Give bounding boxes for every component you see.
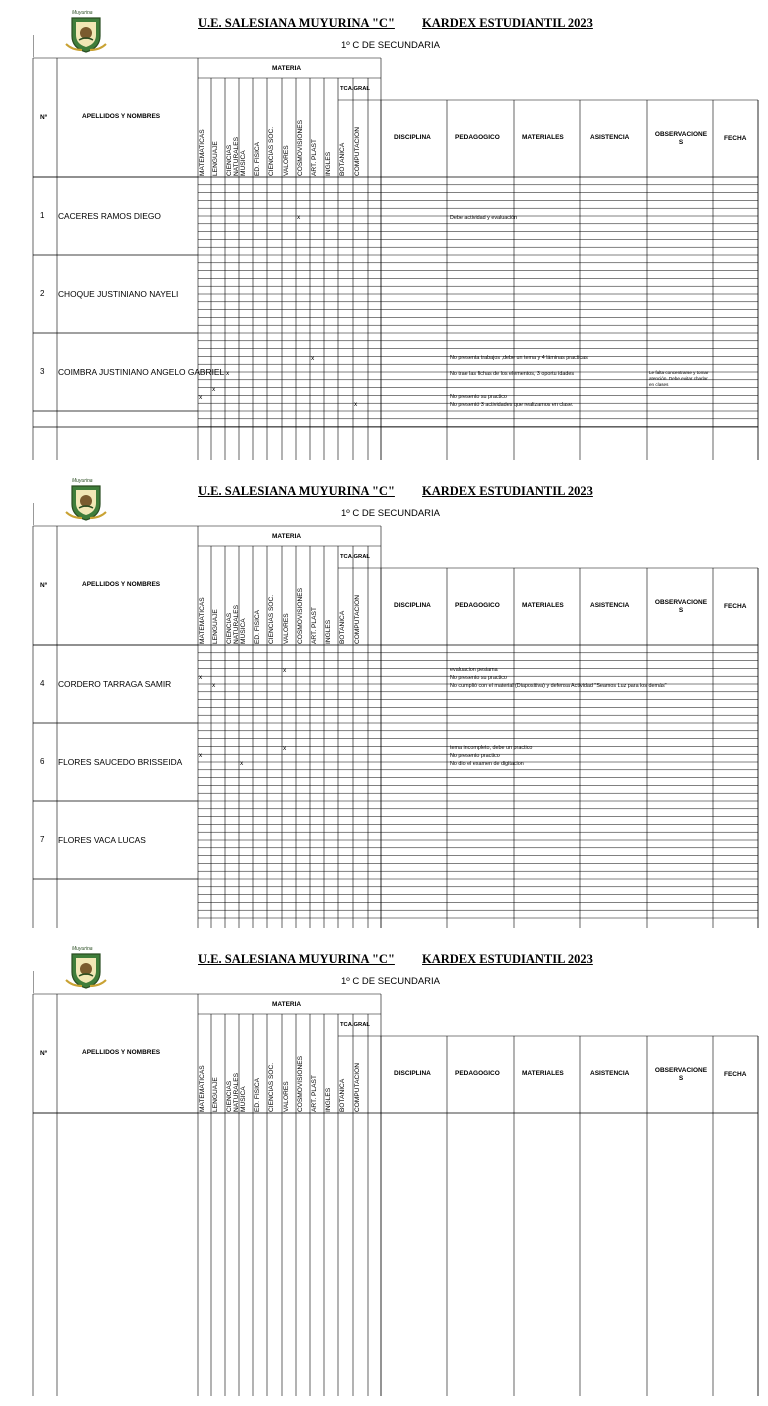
subject-header-10: BOTANICA bbox=[339, 1078, 346, 1112]
absence-mark: x bbox=[226, 370, 230, 378]
absence-mark: x bbox=[283, 666, 287, 674]
subject-header-7: COSMOVISIONES bbox=[297, 587, 304, 644]
subject-header-4: ED. FISICA bbox=[254, 609, 261, 644]
subject-header-11: COMPUTACION bbox=[354, 127, 361, 176]
subject-header-2: CIENCIAS NATURALES bbox=[226, 136, 240, 176]
kardex-grid bbox=[0, 0, 768, 470]
number-header: Nº bbox=[40, 582, 48, 589]
observaciones-header: OBSERVACIONE S bbox=[654, 1067, 708, 1082]
page-subtitle: 1º C DE SECUNDARIA bbox=[341, 976, 441, 987]
pedagogico-header: PEDAGOGICO bbox=[455, 602, 500, 609]
subject-header-0: MATEMATICAS bbox=[199, 1065, 206, 1112]
absence-mark: x bbox=[297, 214, 301, 222]
page-title-kardex: KARDEX ESTUDIANTIL 2023 bbox=[422, 952, 593, 966]
disciplina-header: DISCIPLINA bbox=[394, 1070, 431, 1077]
disciplina-header: DISCIPLINA bbox=[394, 602, 431, 609]
subject-header-3: MUSICA bbox=[240, 150, 247, 176]
materia-header: MATERIA bbox=[272, 533, 302, 540]
materia-header: MATERIA bbox=[272, 65, 302, 72]
materia-header: MATERIA bbox=[272, 1001, 302, 1008]
names-header: APELLIDOS Y NOMBRES bbox=[82, 581, 161, 588]
absence-mark: x bbox=[283, 744, 287, 752]
subject-header-8: ART. PLAST bbox=[311, 607, 318, 644]
student-number: 7 bbox=[40, 835, 45, 844]
subject-header-10: BOTANICA bbox=[339, 610, 346, 644]
student-number: 4 bbox=[40, 679, 45, 688]
pedagogic-observation: No presenta trabajos ,debe un tema y 4 láminas practicas bbox=[450, 355, 588, 361]
asistencia-header: ASISTENCIA bbox=[590, 1070, 630, 1077]
subject-header-11: COMPUTACION bbox=[354, 1063, 361, 1112]
pedagogic-observation: No presento su practico bbox=[450, 394, 507, 400]
page-subtitle: 1º C DE SECUNDARIA bbox=[341, 40, 441, 51]
student-number: 2 bbox=[40, 289, 45, 298]
fecha-header: FECHA bbox=[724, 135, 747, 142]
subject-header-8: ART. PLAST bbox=[311, 1075, 318, 1112]
tca-gral-header: TCA.GRAL bbox=[340, 1022, 370, 1028]
page-title-kardex: KARDEX ESTUDIANTIL 2023 bbox=[422, 16, 593, 30]
subject-header-9: INGLES bbox=[325, 619, 332, 644]
subject-header-0: MATEMATICAS bbox=[199, 597, 206, 644]
subject-header-11: COMPUTACION bbox=[354, 595, 361, 644]
subject-header-4: ED. FISICA bbox=[254, 141, 261, 176]
fecha-header: FECHA bbox=[724, 1071, 747, 1078]
subject-header-1: LENGUAJE bbox=[212, 141, 219, 176]
logo-text: Muyurina bbox=[72, 478, 93, 484]
absence-mark: x bbox=[354, 401, 358, 409]
observaciones-header: OBSERVACIONE S bbox=[654, 599, 708, 614]
subject-header-7: COSMOVISIONES bbox=[297, 1055, 304, 1112]
student-name: CACERES RAMOS DIEGO bbox=[58, 211, 161, 221]
materiales-header: MATERIALES bbox=[522, 134, 564, 141]
absence-mark: x bbox=[199, 674, 203, 682]
subject-header-5: CIENCIAS SOC. bbox=[268, 126, 275, 176]
pedagogic-observation: No cumplió con el material (Diapositiva) y defensa Actividad "Seamos Luz para los demás" bbox=[450, 682, 667, 689]
student-name: CORDERO TARRAGA SAMIR bbox=[58, 679, 172, 689]
kardex-page bbox=[0, 468, 768, 928]
student-name: CHOQUE JUSTINIANO NAYELI bbox=[58, 289, 179, 299]
absence-mark: x bbox=[199, 752, 203, 760]
observation-note: Le falta concentrarse y tomar atención. Debe evitar charlar en clases bbox=[649, 370, 709, 387]
subject-header-6: VALORES bbox=[283, 145, 290, 176]
student-name: FLORES SAUCEDO BRISSEIDA bbox=[58, 757, 183, 767]
logo-text: Muyurina bbox=[72, 10, 93, 16]
subject-header-0: MATEMATICAS bbox=[199, 129, 206, 176]
pedagogic-observation: No trae las fichas de los elementos, 3 oportu idades bbox=[450, 370, 575, 377]
tca-gral-header: TCA.GRAL bbox=[340, 86, 370, 92]
fecha-header: FECHA bbox=[724, 603, 747, 610]
subject-header-1: LENGUAJE bbox=[212, 609, 219, 644]
kardex-page bbox=[0, 0, 768, 460]
asistencia-header: ASISTENCIA bbox=[590, 602, 630, 609]
pedagogic-observation: No presento su practico bbox=[450, 674, 507, 681]
subject-header-8: ART. PLAST bbox=[311, 139, 318, 176]
absence-mark: x bbox=[212, 385, 216, 393]
student-number: 1 bbox=[40, 211, 45, 220]
materiales-header: MATERIALES bbox=[522, 1070, 564, 1077]
pedagogic-observation: tema incompleto, debe un practico bbox=[450, 745, 533, 751]
student-number: 3 bbox=[40, 367, 45, 376]
absence-mark: x bbox=[199, 393, 203, 401]
page-title-school: U.E. SALESIANA MUYURINA "C" bbox=[198, 484, 395, 498]
subject-header-2: CIENCIAS NATURALES bbox=[226, 604, 240, 644]
number-header: Nº bbox=[40, 114, 48, 121]
page-subtitle: 1º C DE SECUNDARIA bbox=[341, 508, 441, 519]
subject-header-10: BOTANICA bbox=[339, 142, 346, 176]
names-header: APELLIDOS Y NOMBRES bbox=[82, 1049, 161, 1056]
page-title-school: U.E. SALESIANA MUYURINA "C" bbox=[198, 16, 395, 30]
number-header: Nº bbox=[40, 1050, 48, 1057]
absence-mark: x bbox=[240, 760, 244, 768]
student-name: COIMBRA JUSTINIANO ANGELO GABRIEL bbox=[58, 367, 225, 377]
subject-header-3: MUSICA bbox=[240, 618, 247, 644]
kardex-grid bbox=[0, 468, 768, 938]
absence-mark: x bbox=[212, 682, 216, 690]
page-title-school: U.E. SALESIANA MUYURINA "C" bbox=[198, 952, 395, 966]
student-number: 6 bbox=[40, 757, 45, 766]
materiales-header: MATERIALES bbox=[522, 602, 564, 609]
absence-mark: x bbox=[311, 354, 315, 362]
kardex-grid bbox=[0, 936, 768, 1406]
observaciones-header: OBSERVACIONE S bbox=[654, 131, 708, 146]
subject-header-5: CIENCIAS SOC. bbox=[268, 594, 275, 644]
names-header: APELLIDOS Y NOMBRES bbox=[82, 113, 161, 120]
student-name: FLORES VACA LUCAS bbox=[58, 835, 146, 845]
pedagogic-observation: No presentó 3 actividades que realizamos en clase. bbox=[450, 401, 574, 408]
subject-header-9: INGLES bbox=[325, 151, 332, 176]
pedagogico-header: PEDAGOGICO bbox=[455, 1070, 500, 1077]
subject-header-3: MUSICA bbox=[240, 1086, 247, 1112]
subject-header-6: VALORES bbox=[283, 1081, 290, 1112]
kardex-page bbox=[0, 936, 768, 1112]
logo-text: Muyurina bbox=[72, 946, 93, 952]
pedagogic-observation: Debe actividad y evaluación bbox=[450, 214, 518, 221]
asistencia-header: ASISTENCIA bbox=[590, 134, 630, 141]
disciplina-header: DISCIPLINA bbox=[394, 134, 431, 141]
subject-header-1: LENGUAJE bbox=[212, 1077, 219, 1112]
page-title-kardex: KARDEX ESTUDIANTIL 2023 bbox=[422, 484, 593, 498]
pedagogico-header: PEDAGOGICO bbox=[455, 134, 500, 141]
pedagogic-observation: No dio el examen de digitacion bbox=[450, 760, 524, 767]
subject-header-5: CIENCIAS SOC. bbox=[268, 1062, 275, 1112]
subject-header-7: COSMOVISIONES bbox=[297, 119, 304, 176]
pedagogic-observation: No presento practico bbox=[450, 752, 500, 759]
subject-header-9: INGLES bbox=[325, 1087, 332, 1112]
subject-header-2: CIENCIAS NATURALES bbox=[226, 1072, 240, 1112]
tca-gral-header: TCA.GRAL bbox=[340, 554, 370, 560]
subject-header-4: ED. FISICA bbox=[254, 1077, 261, 1112]
subject-header-6: VALORES bbox=[283, 613, 290, 644]
pedagogic-observation: evaluacion pesiama bbox=[450, 667, 498, 673]
